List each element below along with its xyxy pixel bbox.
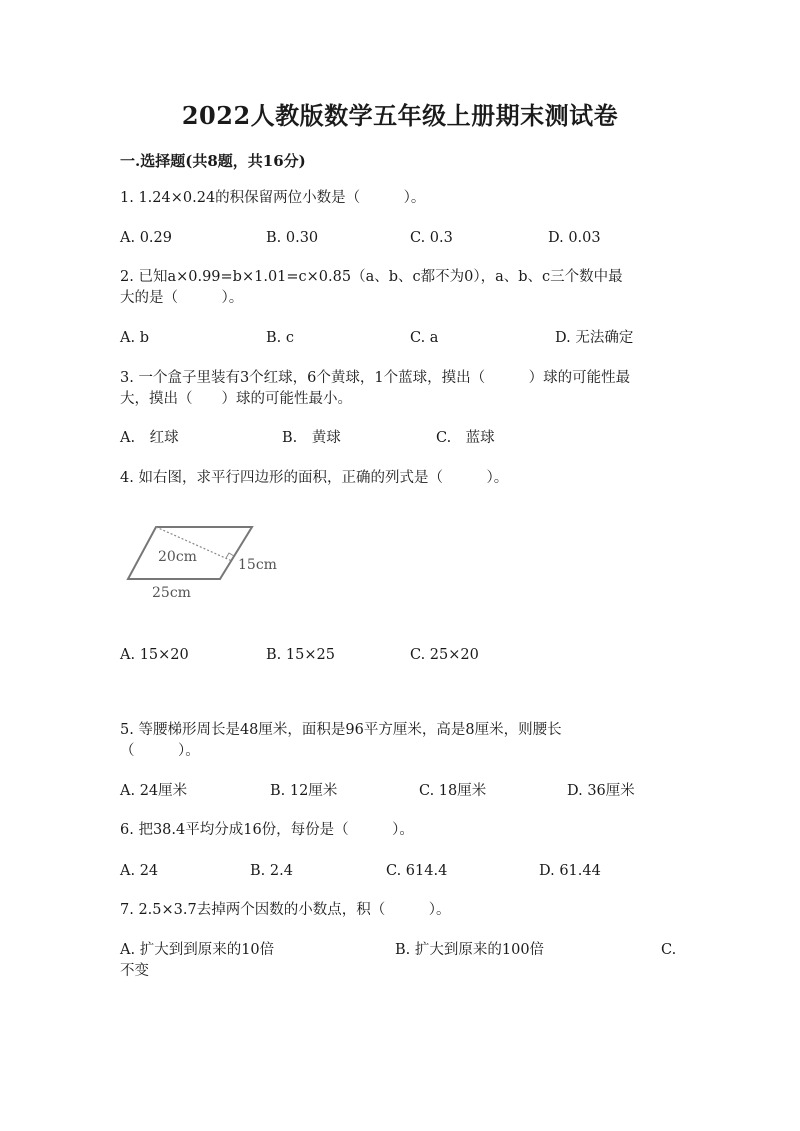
- q5-option-b: B. 12厘米: [270, 783, 338, 799]
- q1-option-a: A. 0.29: [120, 230, 172, 246]
- q3-option-c: C. 蓝球: [436, 430, 495, 446]
- q6-option-b: B. 2.4: [250, 863, 293, 879]
- q1-option-b: B. 0.30: [266, 230, 319, 246]
- question-3-line-1: 3. 一个盒子里装有3个红球，6个黄球，1个蓝球，摸出（ ）球的可能性最: [120, 370, 631, 386]
- q4-option-b: B. 15×25: [266, 647, 335, 663]
- q1-option-c: C. 0.3: [410, 230, 453, 246]
- question-4: 4. 如右图，求平行四边形的面积，正确的列式是（ ）。: [120, 470, 509, 486]
- label-side: 15cm: [238, 557, 277, 573]
- parallelogram-figure: [120, 515, 320, 610]
- question-2-line-1: 2. 已知a×0.99=b×1.01=c×0.85（a、b、c都不为0），a、b、c三个数中最: [120, 269, 623, 285]
- question-6: 6. 把38.4平均分成16份，每份是（ ）。: [120, 822, 414, 838]
- q5-option-a: A. 24厘米: [120, 783, 188, 799]
- page-title: 2022人教版数学五年级上册期末测试卷: [181, 101, 619, 130]
- question-5: [120, 720, 680, 762]
- q4-option-a: A. 15×20: [120, 647, 189, 663]
- question-2: [120, 267, 680, 309]
- q2-option-b: B. c: [266, 330, 294, 346]
- question-5-line-1: 5. 等腰梯形周长是48厘米，面积是96平方厘米，高是8厘米，则腰长: [120, 722, 562, 738]
- q5-option-d: D. 36厘米: [567, 783, 635, 799]
- question-5-line-2: （ ）。: [120, 743, 200, 759]
- question-1: 1. 1.24×0.24的积保留两位小数是（ ）。: [120, 190, 426, 206]
- q7-option-b: B. 扩大到原来的100倍: [395, 942, 545, 958]
- label-base: 25cm: [152, 585, 191, 601]
- question-2-line-2: 大的是（ ）。: [120, 290, 244, 306]
- q3-option-a: A. 红球: [120, 430, 179, 446]
- q2-option-d: D. 无法确定: [555, 330, 634, 346]
- q6-option-a: A. 24: [120, 863, 159, 879]
- q2-option-a: A. b: [120, 330, 149, 346]
- q6-option-c: C. 614.4: [386, 863, 448, 879]
- q5-option-c: C. 18厘米: [419, 783, 487, 799]
- q7-option-c: C.: [661, 942, 677, 958]
- q2-option-c: C. a: [410, 330, 439, 346]
- q3-option-b: B. 黄球: [282, 430, 341, 446]
- section-heading: 一.选择题(共8题，共16分): [120, 152, 306, 170]
- q1-option-d: D. 0.03: [548, 230, 601, 246]
- parallelogram-diagram: [120, 515, 320, 610]
- label-height: 20cm: [158, 549, 197, 565]
- question-7: 7. 2.5×3.7去掉两个因数的小数点，积（ ）。: [120, 902, 451, 918]
- q7-option-c-text: 不变: [120, 963, 149, 979]
- q7-option-a: A. 扩大到到原来的10倍: [120, 942, 275, 958]
- q6-option-d: D. 61.44: [539, 863, 601, 879]
- question-3: [120, 368, 680, 410]
- question-3-line-2: 大，摸出（ ）球的可能性最小。: [120, 391, 352, 407]
- q4-option-c: C. 25×20: [410, 647, 479, 663]
